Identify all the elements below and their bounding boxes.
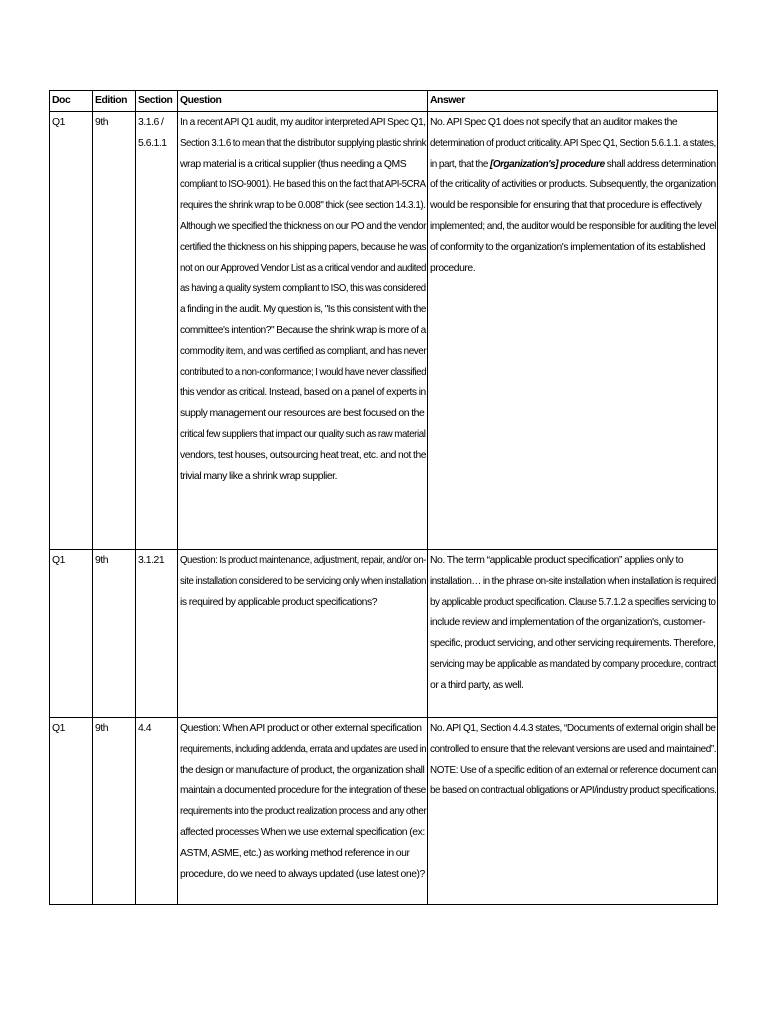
doc-cell: Q1 bbox=[50, 550, 93, 718]
question-line: this vendor as critical. Instead, based on a panel of experts in bbox=[180, 387, 426, 399]
question-line: vendors, test houses, outsourcing heat treat, etc. and not the bbox=[180, 449, 426, 461]
answer-line: be based on contractual obligations or API/industry product specifications. bbox=[430, 785, 717, 797]
answer-line: implemented; and, the auditor would be responsible for auditing the level bbox=[430, 220, 717, 232]
answer-line bbox=[430, 155, 716, 176]
answer-line: procedure. bbox=[430, 262, 476, 274]
question-line: Section 3.1.6 to mean that the distributor supplying plastic shrink bbox=[180, 137, 427, 149]
question-line: committee's intention?" Because the shrink wrap is more of a bbox=[180, 324, 426, 336]
question-line: Although we specified the thickness on our PO and the vendor bbox=[180, 220, 427, 232]
section-line: 3.1.21 bbox=[138, 555, 165, 566]
answer-line: of conformity to the organization's implementation of its established bbox=[430, 241, 706, 253]
section-line: 4.4 bbox=[138, 723, 152, 734]
header-answer: Answer bbox=[428, 91, 718, 112]
question-line: commodity item, and was certified as compliant, and has never bbox=[180, 345, 427, 357]
section-line: 5.6.1.1 bbox=[138, 137, 167, 149]
question-line: requirements into the product realization process and any other bbox=[180, 806, 427, 818]
table-row bbox=[50, 718, 718, 905]
doc-cell: Q1 bbox=[50, 718, 93, 905]
question-line: maintain a documented procedure for the integration of these bbox=[180, 785, 426, 797]
question-line: Question: When API product or other external specification bbox=[180, 723, 422, 734]
question-line: wrap material is a critical supplier (thus needing a QMS bbox=[180, 158, 407, 170]
answer-line: installation… in the phrase on-site installation when installation is required bbox=[430, 575, 716, 587]
header-doc: Doc bbox=[50, 91, 93, 112]
question-line: procedure, do we need to always updated (use latest one)? bbox=[180, 868, 425, 880]
answer-line: or a third party, as well. bbox=[430, 679, 524, 691]
answer-line: determination of product criticality. API Spec Q1, Section 5.6.1.1. a states, bbox=[430, 137, 716, 149]
header-row bbox=[50, 91, 718, 112]
question-line: In a recent API Q1 audit, my auditor interpreted API Spec Q1, bbox=[180, 117, 426, 128]
answer-line: servicing may be applicable as mandated by company procedure, contract bbox=[430, 658, 716, 670]
question-line: supply management our resources are best focused on the bbox=[180, 408, 425, 420]
edition-cell: 9th bbox=[93, 718, 136, 905]
answer-line: No. The term “applicable product specification” applies only to bbox=[430, 555, 684, 566]
question-line: the design or manufacture of product, the organization shall bbox=[180, 764, 425, 776]
answer-line: include review and implementation of the organization's, customer- bbox=[430, 617, 706, 629]
section-cell bbox=[136, 550, 178, 718]
answer-line: No. API Q1, Section 4.4.3 states, “Documents of external origin shall be bbox=[430, 723, 716, 734]
answer-line: specific, product servicing, and other servicing requirements. Therefore, bbox=[430, 638, 716, 650]
question-line: critical few suppliers that impact our quality such as raw material bbox=[180, 428, 426, 440]
answer-line: NOTE: Use of a specific edition of an external or reference document can bbox=[430, 764, 717, 776]
question-cell bbox=[178, 112, 428, 550]
question-line: contributed to a non-conformance; I would have never classified bbox=[180, 366, 427, 378]
question-line: ASTM, ASME, etc.) as working method reference in our bbox=[180, 847, 410, 859]
answer-line: of the criticality of activities or products. Subsequently, the organization bbox=[430, 179, 716, 191]
answer-cell bbox=[428, 550, 718, 718]
faq-table bbox=[49, 90, 718, 905]
answer-line: would be responsible for ensuring that that procedure is effectively bbox=[430, 200, 702, 212]
question-line: Question: Is product maintenance, adjustment, repair, and/or on- bbox=[180, 555, 427, 566]
question-line: as having a quality system compliant to ISO, this was considered bbox=[180, 283, 426, 295]
question-cell bbox=[178, 718, 428, 905]
header-section: Section bbox=[136, 91, 178, 112]
answer-cell bbox=[428, 112, 718, 550]
answer-cell bbox=[428, 718, 718, 905]
answer-line: controlled to ensure that the relevant versions are used and maintained”. bbox=[430, 743, 717, 755]
table-row bbox=[50, 550, 718, 718]
answer-text: shall address determination bbox=[604, 158, 716, 170]
question-line: not on our Approved Vendor List as a critical vendor and audited bbox=[180, 262, 426, 274]
question-line: requirements, including addenda, errata and updates are used in bbox=[180, 743, 427, 755]
question-line: affected processes When we use external specification (ex: bbox=[180, 826, 425, 838]
header-question: Question bbox=[178, 91, 428, 112]
answer-text: in part, that the bbox=[430, 158, 490, 170]
section-line: 3.1.6 / bbox=[138, 117, 164, 128]
question-line: a finding in the audit. My question is, "Is this consistent with the bbox=[180, 304, 426, 316]
question-line: certified the thickness on his shipping papers, because he was bbox=[180, 241, 426, 253]
section-cell bbox=[136, 718, 178, 905]
answer-line: by applicable product specification. Clause 5.7.1.2 a specifies servicing to bbox=[430, 596, 716, 608]
question-cell bbox=[178, 550, 428, 718]
section-cell bbox=[136, 112, 178, 550]
edition-cell: 9th bbox=[93, 112, 136, 550]
header-edition: Edition bbox=[93, 91, 136, 112]
doc-cell: Q1 bbox=[50, 112, 93, 550]
question-line: is required by applicable product specifications? bbox=[180, 596, 378, 608]
question-line: site installation considered to be servicing only when installation bbox=[180, 575, 427, 587]
edition-cell: 9th bbox=[93, 550, 136, 718]
answer-line: No. API Spec Q1 does not specify that an auditor makes the bbox=[430, 117, 678, 128]
question-line: trivial many like a shrink wrap supplier. bbox=[180, 470, 338, 482]
table-row bbox=[50, 112, 718, 550]
question-line: requires the shrink wrap to be 0.008" thick (see section 14.3.1). bbox=[180, 200, 426, 212]
question-line: compliant to ISO-9001). He based this on the fact that API-5CRA bbox=[180, 179, 426, 191]
answer-emphasis: [Organization's] procedure bbox=[489, 158, 605, 170]
